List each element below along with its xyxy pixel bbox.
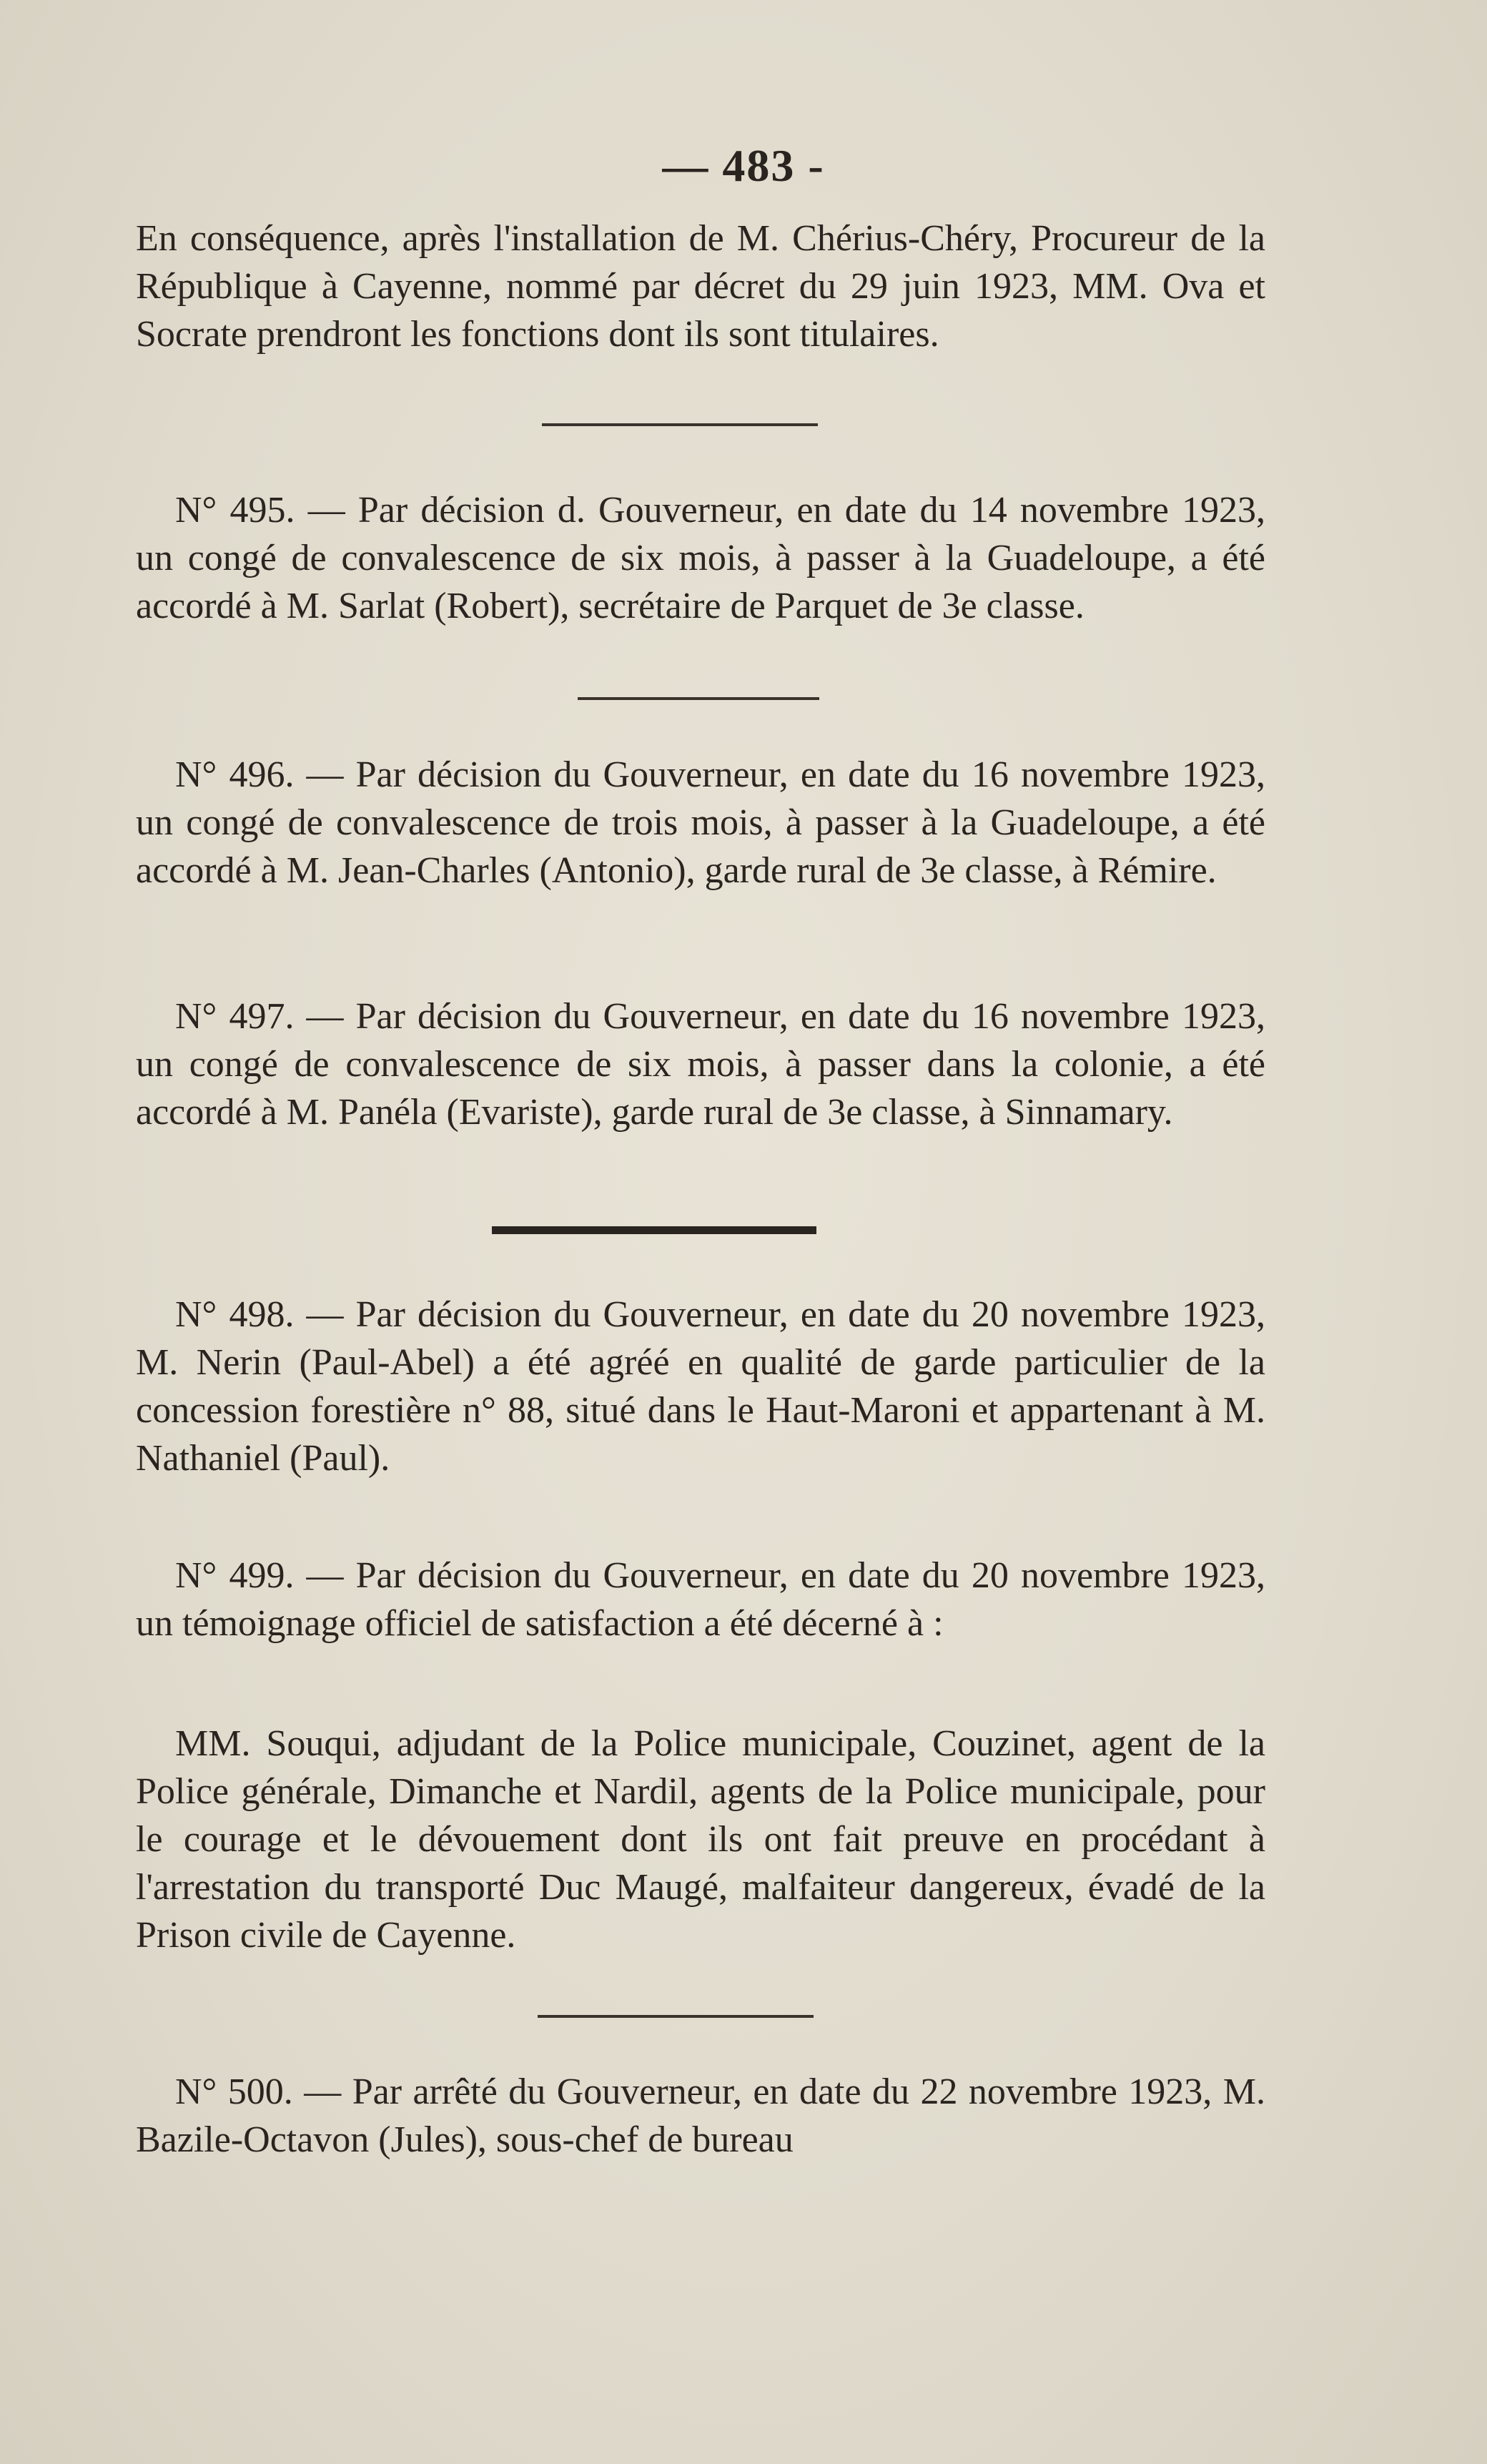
paragraph-496: N° 496. — Par décision du Gouverneur, en date du 16 novembre 1923, un congé de convalescence de trois mois, à passer à la Guadeloupe, a été accordé à M. Jean-Charles (Antonio), garde rural de 3e classe, à Rémire. — [136, 754, 1265, 891]
separator-rule — [542, 423, 818, 426]
paragraph-495: N° 495. — Par décision d. Gouverneur, en date du 14 novembre 1923, un congé de convalescence de six mois, à passer à la Guadeloupe, a été accordé à M. Sarlat (Robert), secrétaire de Parquet de 3e classe. — [136, 490, 1265, 626]
page-number: — 483 - — [662, 140, 825, 191]
separator-rule-thick — [492, 1226, 816, 1234]
separator-rule — [538, 2015, 814, 2018]
paragraph-500: N° 500. — Par arrêté du Gouverneur, en date du 22 novembre 1923, M. Bazile-Octavon (Jules), sous-chef de bureau — [136, 2071, 1265, 2160]
paragraph-499: N° 499. — Par décision du Gouverneur, en date du 20 novembre 1923, un témoignage officiel de satisfaction a été décerné à : — [136, 1555, 1265, 1644]
paragraph-497: N° 497. — Par décision du Gouverneur, en date du 16 novembre 1923, un congé de convalescence de six mois, à passer dans la colonie, a été accordé à M. Panéla (Evariste), garde rural de 3e classe, à Sinnamary. — [136, 996, 1265, 1133]
paragraph-consequence: En conséquence, après l'installation de M. Chérius-Chéry, Procureur de la République à Cayenne, nommé par décret du 29 juin 1923, MM. Ova et Socrate prendront les fonctions dont ils sont titulaires. — [136, 218, 1265, 355]
separator-rule — [578, 697, 819, 700]
paragraph-499-recipients: MM. Souqui, adjudant de la Police municipale, Couzinet, agent de la Police générale, Dimanche et Nardil, agents de la Police municipale, pour le courage et le dévouement dont ils ont fait preuve en procédant à l'arrestation du transporté Duc Maugé, malfaiteur dangereux, évadé de la Prison civile de Cayenne. — [136, 1723, 1265, 1956]
paragraph-498: N° 498. — Par décision du Gouverneur, en date du 20 novembre 1923, M. Nerin (Paul-Abel) a été agréé en qualité de garde particulier de la concession forestière n° 88, situé dans le Haut-Maroni et appartenant à M. Nathaniel (Paul). — [136, 1294, 1265, 1479]
